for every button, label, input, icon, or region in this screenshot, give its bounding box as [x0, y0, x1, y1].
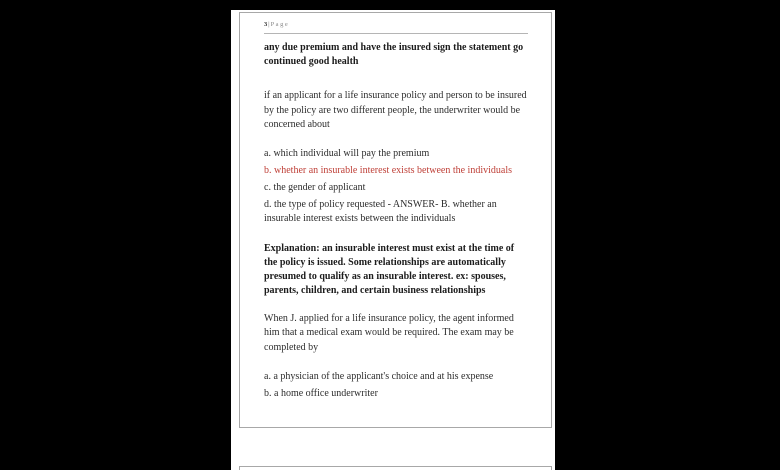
page-header	[264, 21, 528, 29]
page-header-separator: |	[268, 21, 270, 28]
header-rule	[264, 33, 528, 34]
question-2-text: When J. applied for a life insurance policy, the agent informed him that a medical exam would be required. The exam may be completed by	[264, 312, 514, 353]
option-a: a. which individual will pay the premium	[264, 147, 430, 159]
option-d-with-answer: d. the type of policy requested - ANSWER- B. whether an insurable interest exists between the individuals	[264, 198, 497, 224]
question-1-options	[264, 147, 528, 226]
statement-paragraph: any due premium and have the insured sign the statement go continued good health	[264, 42, 524, 67]
next-page-top-edge	[239, 466, 552, 470]
question-2-options	[264, 370, 528, 401]
question-1-text: if an applicant for a life insurance policy and person to be insured by the policy are two different people, the underwriter would be concerned about	[264, 90, 527, 130]
explanation-paragraph: Explanation: an insurable interest must exist at the time of the policy is issued. Some relationships are automatically presumed to qualify as an insurable interest. ex: spouses, parents, children, and certain business relationships	[264, 242, 515, 296]
page-header-label: Page	[270, 21, 290, 28]
option-b2: b. a home office underwriter	[264, 388, 378, 399]
document-canvas[interactable]	[231, 10, 555, 470]
option-c: c. the gender of applicant	[264, 181, 366, 193]
option-b-highlighted: b. whether an insurable interest exists between the individuals	[264, 164, 512, 176]
option-a2: a. a physician of the applicant's choice and at his expense	[264, 371, 494, 382]
page-content	[240, 13, 551, 401]
document-page	[239, 12, 552, 428]
page-number: 3	[264, 21, 268, 28]
